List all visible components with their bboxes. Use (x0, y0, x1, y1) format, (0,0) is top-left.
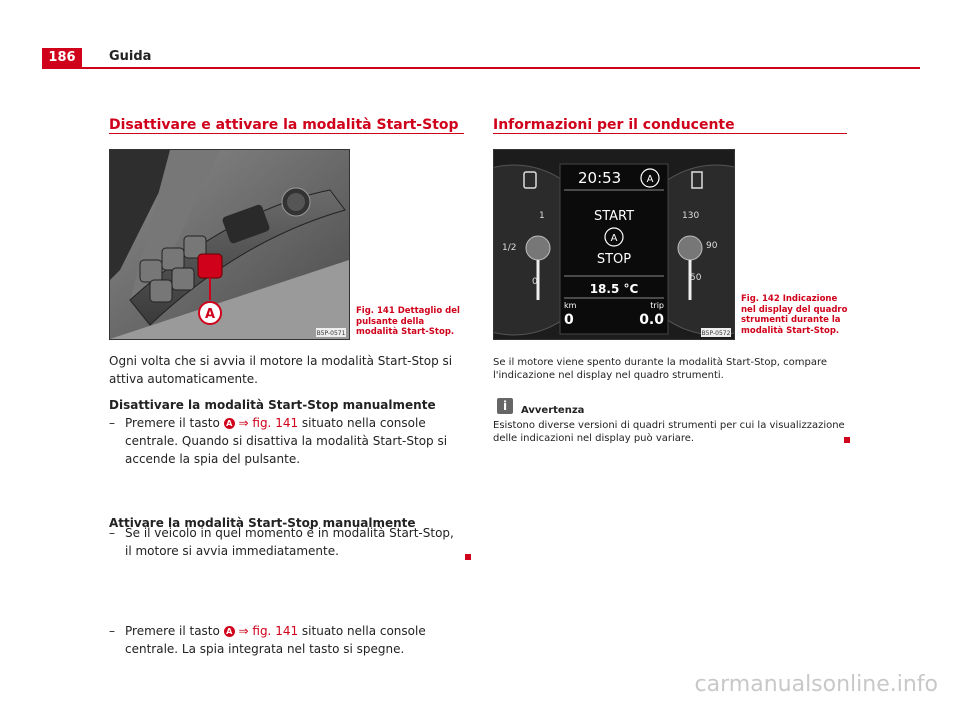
gauge-left-label-0: 0 (532, 277, 538, 287)
display-km-label: km (564, 301, 577, 310)
note-end-mark (844, 437, 850, 443)
gauge-right-label-130: 130 (682, 211, 700, 221)
left-heading: Disattivare e attivare la modalità Start-Stop (109, 117, 459, 133)
gauge-right-label-90: 90 (706, 241, 718, 251)
figure-142-code: B5P-0572 (701, 330, 731, 337)
header-rule (42, 67, 920, 69)
section-end-mark (465, 554, 471, 560)
note-text: Esistono diverse versioni di quadri strumenti per cui la visualizzazione delle indicazioni nel display può variare. (493, 420, 845, 444)
figure-reference-link[interactable]: ⇒ fig. 141 (238, 416, 299, 430)
list-item-3: – Premere il tasto A ⇒ fig. 141 situato nella console centrale. La spia integrata nel tasto si spegne. (109, 624, 426, 656)
right-paragraph: Se il motore viene spento durante la modalità Start-Stop, compare l'indicazione nel display nel quadro strumenti. (493, 357, 828, 381)
svg-text:A: A (610, 233, 618, 244)
list-item-2: – Se il veicolo in quel momento è in modalità Start-Stop, il motore si avvia immediatamente. (109, 526, 454, 558)
display-start: START (593, 209, 635, 224)
display-time: 20:53 (578, 169, 622, 187)
figure-141-caption (356, 306, 460, 338)
left-subheading-2: Attivare la modalità Start-Stop manualmente (109, 516, 416, 530)
figure-141-code: B5P-0571 (316, 330, 346, 337)
right-heading-rule (493, 133, 847, 134)
section-title: Guida (109, 49, 152, 64)
svg-text:A: A (646, 174, 654, 185)
instrument-cluster-display (494, 150, 734, 339)
right-heading: Informazioni per il conducente (493, 117, 735, 133)
start-stop-button-photo (110, 150, 349, 339)
gauge-right-label-50: 50 (690, 273, 702, 283)
gauge-left-label-1: 1 (539, 211, 545, 221)
watermark: carmanualsonline.info (694, 672, 938, 697)
info-icon: i (497, 398, 513, 414)
caption-142-text: Indicazione nel display del quadro strumenti durante la modalità Start-Stop. (741, 294, 848, 336)
display-trip-label: trip (650, 301, 664, 310)
page-number: 186 (42, 48, 82, 67)
figure-reference-link[interactable]: ⇒ fig. 141 (238, 624, 299, 638)
display-km-value: 0 (564, 312, 574, 328)
note-box (497, 398, 513, 414)
caption-141-text: Dettaglio del pulsante della modalità Start-Stop. (356, 306, 460, 337)
left-heading-rule (109, 133, 464, 134)
list-item-1: – Premere il tasto A ⇒ fig. 141 situato nella console centrale. Quando si disattiva la modalità Start-Stop si accende la spia del pulsante. (109, 416, 448, 466)
figure-141-image (109, 149, 350, 340)
display-trip-value: 0.0 (639, 312, 664, 328)
callout-a: A (204, 307, 216, 322)
left-intro: Ogni volta che si avvia il motore la modalità Start-Stop si attiva automaticamente. (109, 354, 453, 386)
note-title: Avvertenza (521, 405, 585, 416)
gauge-left-label-half: 1/2 (502, 243, 517, 253)
key-a-badge: A (224, 418, 235, 429)
left-subheading-1: Disattivare la modalità Start-Stop manualmente (109, 398, 436, 412)
display-stop: STOP (596, 252, 632, 267)
figure-142-caption (741, 294, 849, 336)
key-a-badge: A (224, 626, 235, 637)
caption-142-number: Fig. 142 (741, 294, 780, 304)
figure-142-image (493, 149, 735, 340)
caption-141-number: Fig. 141 (356, 306, 395, 316)
display-temperature: 18.5 °C (589, 282, 639, 296)
